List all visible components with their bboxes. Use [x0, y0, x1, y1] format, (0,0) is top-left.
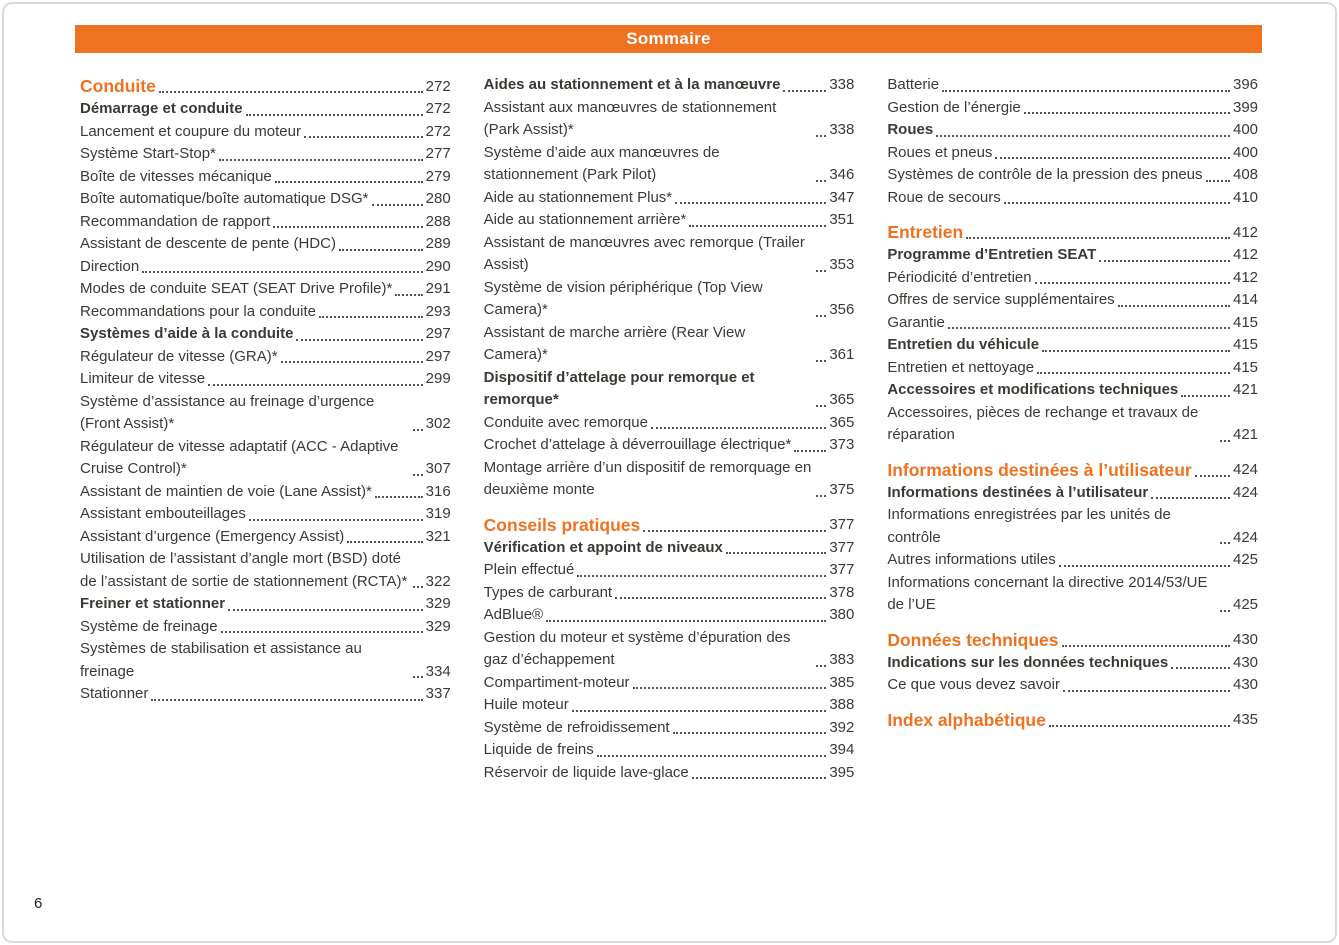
dot-leader	[151, 699, 422, 701]
toc-entry	[887, 482, 1258, 505]
dot-leader	[347, 541, 422, 543]
toc-entry	[887, 504, 1258, 549]
toc-page-number: 396	[1232, 76, 1259, 93]
toc-entry-label: AdBlue®	[483, 606, 544, 623]
dot-leader	[304, 136, 423, 138]
toc-page-number: 414	[1232, 291, 1259, 308]
toc-entry	[80, 278, 451, 301]
dot-leader	[1220, 440, 1230, 442]
dot-leader	[816, 405, 826, 407]
toc-page-number: 394	[829, 741, 855, 758]
toc-page-number: 388	[829, 696, 855, 713]
table-of-contents	[80, 74, 1258, 784]
toc-entry-label: Assistant de marche arrière (Rear View Camera)*	[483, 323, 746, 363]
toc-entry-label: Roues et pneus	[887, 143, 993, 161]
toc-entry-label: Direction	[80, 257, 140, 275]
dot-leader	[413, 586, 423, 588]
toc-page-number: 415	[1232, 313, 1259, 331]
toc-entry	[887, 334, 1258, 357]
toc-page-number: 400	[1232, 143, 1259, 161]
toc-entry-label: Offres de service supplémentaires	[887, 291, 1115, 308]
toc-page-number: 378	[829, 583, 855, 601]
toc-page-number: 346	[829, 166, 855, 183]
dot-leader	[936, 135, 1230, 137]
toc-entry	[484, 187, 855, 210]
toc-entry	[887, 674, 1258, 697]
toc-page-number: 377	[829, 561, 855, 578]
toc-page-number: 373	[829, 436, 855, 453]
toc-entry	[80, 436, 451, 481]
toc-entry	[80, 481, 451, 504]
toc-entry	[484, 232, 855, 277]
toc-entry	[887, 164, 1258, 187]
toc-entry-label: Huile moteur	[483, 696, 569, 713]
dot-leader	[995, 157, 1230, 159]
toc-page-number: 297	[425, 347, 451, 365]
toc-entry-label: Garantie	[887, 313, 945, 331]
toc-page-number: 337	[425, 685, 451, 702]
toc-entry	[887, 402, 1258, 447]
toc-entry	[887, 458, 1258, 482]
toc-entry-label: Modes de conduite SEAT (SEAT Drive Profile)*	[80, 280, 393, 297]
toc-page-number: 410	[1232, 188, 1259, 206]
toc-entry	[484, 142, 855, 187]
toc-page-number: 272	[425, 122, 451, 140]
dot-leader	[726, 552, 826, 554]
toc-entry	[484, 513, 855, 537]
toc-entry-label: Limiteur de vitesse	[80, 370, 206, 387]
toc-entry	[80, 166, 451, 189]
toc-page-number: 361	[829, 346, 855, 363]
toc-page-number: 280	[425, 190, 451, 207]
toc-entry	[887, 572, 1258, 617]
toc-page-number: 272	[425, 100, 451, 117]
toc-entry-label: Gestion de l’énergie	[887, 98, 1021, 116]
toc-entry	[80, 301, 451, 324]
toc-entry	[887, 220, 1258, 244]
toc-entry-label: Systèmes de contrôle de la pression des pneus	[887, 166, 1203, 183]
dot-leader	[413, 429, 423, 431]
toc-entry	[887, 187, 1258, 210]
toc-entry	[484, 717, 855, 740]
toc-entry-label: Aide au stationnement arrière*	[483, 211, 687, 228]
dot-leader	[1037, 372, 1230, 374]
toc-entry	[484, 277, 855, 322]
dot-leader	[1049, 725, 1230, 727]
toc-entry	[887, 119, 1258, 142]
toc-entry	[80, 391, 451, 436]
toc-page-number: 316	[425, 482, 451, 500]
toc-page-number: 380	[829, 606, 855, 623]
toc-page-number: 435	[1232, 711, 1259, 728]
toc-entry	[80, 616, 451, 639]
toc-page-number: 412	[1232, 246, 1259, 263]
toc-page-number: 334	[425, 662, 451, 680]
toc-page-number: 425	[1232, 596, 1259, 613]
toc-column-3	[887, 74, 1258, 784]
toc-page-number: 290	[425, 257, 451, 275]
dot-leader	[296, 339, 422, 341]
toc-page-number: 425	[1232, 551, 1259, 568]
toc-entry-label: Entretien du véhicule	[887, 336, 1040, 353]
toc-entry-label: Systèmes d’aide à la conduite	[80, 325, 294, 342]
toc-entry	[80, 683, 451, 706]
dot-leader	[816, 135, 826, 137]
dot-leader	[1099, 260, 1230, 262]
toc-column-1	[80, 74, 451, 784]
toc-entry-label: Recommandation de rapport	[80, 212, 271, 230]
dot-leader	[794, 450, 826, 452]
toc-entry-label: Liquide de freins	[483, 741, 594, 758]
toc-entry-label: Montage arrière d’un dispositif de remorquage en deuxième monte	[483, 458, 812, 498]
dot-leader	[546, 620, 826, 622]
toc-page-number: 399	[1232, 98, 1259, 116]
toc-entry	[80, 211, 451, 234]
toc-entry	[80, 346, 451, 369]
dot-leader	[275, 181, 423, 183]
toc-entry-label: Types de carburant	[483, 583, 613, 601]
toc-entry-label: Entretien	[887, 222, 964, 242]
toc-page-number: 291	[425, 280, 451, 297]
toc-entry	[80, 323, 451, 346]
toc-entry-label: Assistant de descente de pente (HDC)	[80, 235, 336, 252]
dot-leader	[651, 427, 826, 429]
dot-leader	[1206, 180, 1230, 182]
toc-entry-label: Freiner et stationner	[80, 595, 226, 612]
toc-entry-label: Boîte de vitesses mécanique	[80, 167, 272, 185]
toc-entry-label: Compartiment-moteur	[483, 673, 630, 691]
toc-entry-label: Périodicité d’entretien	[887, 268, 1032, 286]
dot-leader	[633, 687, 827, 689]
toc-entry	[887, 357, 1258, 380]
toc-page-number: 415	[1232, 358, 1259, 376]
toc-page-number: 375	[829, 481, 855, 498]
toc-entry-label: Autres informations utiles	[887, 551, 1056, 568]
toc-entry	[80, 368, 451, 391]
toc-entry-label: Index alphabétique	[887, 709, 1046, 730]
dot-leader	[783, 90, 826, 92]
toc-page-number: 288	[425, 212, 451, 230]
toc-entry	[484, 434, 855, 457]
toc-entry-label: Réservoir de liquide lave-glace	[483, 763, 689, 781]
toc-entry	[484, 74, 855, 97]
toc-entry	[80, 593, 451, 616]
toc-entry	[887, 142, 1258, 165]
dot-leader	[372, 204, 423, 206]
toc-entry-label: Système d’aide aux manœuvres de stationnement (Park Pilot)	[483, 143, 720, 183]
toc-entry-label: Accessoires et modifications techniques	[887, 381, 1179, 398]
toc-entry	[484, 604, 855, 627]
toc-entry-label: Utilisation de l’assistant d’angle mort (BSD) doté de l’assistant de sortie de stationnement (RCTA)*	[80, 550, 408, 590]
toc-entry-label: Aide au stationnement Plus*	[483, 188, 673, 206]
toc-entry-label: Assistant de maintien de voie (Lane Assist)*	[80, 482, 372, 500]
toc-entry-label: Stationner	[80, 685, 149, 702]
dot-leader	[692, 777, 827, 779]
page-header-bar	[75, 25, 1262, 53]
toc-page-number: 329	[425, 617, 451, 635]
toc-page-number: 421	[1232, 426, 1259, 443]
dot-leader	[375, 496, 423, 498]
toc-entry-label: Aides au stationnement et à la manœuvre	[483, 76, 781, 93]
toc-entry-label: Accessoires, pièces de rechange et travaux de réparation	[887, 403, 1199, 443]
toc-page-number: 430	[1232, 653, 1259, 671]
toc-entry-label: Régulateur de vitesse (GRA)*	[80, 347, 278, 365]
toc-page-number: 329	[425, 595, 451, 612]
dot-leader	[395, 294, 422, 296]
dot-leader	[816, 180, 826, 182]
toc-page-number: 351	[829, 211, 855, 228]
toc-entry	[80, 233, 451, 256]
toc-entry-label: Conduite avec remorque	[483, 413, 648, 431]
toc-entry-label: Assistant d’urgence (Emergency Assist)	[80, 527, 345, 545]
toc-entry-label: Informations concernant la directive 2014/53/UE de l’UE	[887, 573, 1208, 613]
toc-page-number: 299	[425, 370, 451, 387]
toc-entry-label: Vérification et appoint de niveaux	[483, 538, 723, 556]
dot-leader	[208, 384, 423, 386]
dot-leader	[281, 361, 423, 363]
toc-entry	[484, 672, 855, 695]
toc-entry-label: Système de freinage	[80, 617, 218, 635]
dot-leader	[1171, 667, 1230, 669]
toc-page-number: 430	[1232, 631, 1259, 648]
toc-page-number: 377	[829, 516, 855, 533]
toc-entry-label: Entretien et nettoyage	[887, 358, 1035, 376]
toc-entry	[887, 312, 1258, 335]
page-number-footer: 6	[34, 895, 43, 912]
toc-entry	[484, 412, 855, 435]
dot-leader	[572, 710, 827, 712]
dot-leader	[319, 316, 423, 318]
toc-entry	[887, 379, 1258, 402]
toc-entry	[484, 582, 855, 605]
dot-leader	[1220, 542, 1230, 544]
toc-entry	[887, 628, 1258, 652]
toc-page-number: 338	[829, 76, 855, 93]
toc-entry	[80, 143, 451, 166]
toc-entry-label: Informations destinées à l’utilisateur	[887, 459, 1192, 480]
dot-leader	[615, 597, 826, 599]
dot-leader	[689, 225, 826, 227]
toc-page-number: 424	[1232, 483, 1259, 501]
dot-leader	[675, 202, 826, 204]
dot-leader	[816, 665, 826, 667]
toc-page-number: 377	[829, 538, 855, 556]
toc-entry-label: Batterie	[887, 76, 940, 93]
toc-entry	[80, 548, 451, 593]
dot-leader	[1042, 350, 1230, 352]
dot-leader	[1181, 395, 1230, 397]
toc-entry	[484, 537, 855, 560]
toc-page-number: 400	[1232, 121, 1259, 138]
dot-leader	[1004, 202, 1230, 204]
dot-leader	[1059, 565, 1230, 567]
toc-page-number: 322	[425, 572, 451, 590]
toc-entry	[887, 708, 1258, 732]
toc-entry-label: Système Start-Stop*	[80, 145, 216, 162]
dot-leader	[142, 271, 422, 273]
toc-entry-label: Régulateur de vitesse adaptatif (ACC - Adaptive Cruise Control)*	[80, 437, 399, 477]
toc-page-number: 424	[1232, 528, 1259, 546]
toc-page-number: 430	[1232, 676, 1259, 693]
toc-page-number: 408	[1232, 166, 1259, 183]
toc-page-number: 338	[829, 121, 855, 138]
toc-page-number: 412	[1232, 268, 1259, 286]
dot-leader	[1151, 497, 1230, 499]
toc-entry	[887, 652, 1258, 675]
dot-leader	[1118, 305, 1230, 307]
dot-leader	[273, 226, 423, 228]
toc-entry-label: Crochet d’attelage à déverrouillage électrique*	[483, 436, 792, 453]
toc-entry-label: Informations destinées à l’utilisateur	[887, 483, 1149, 501]
dot-leader	[1024, 112, 1230, 114]
toc-entry	[80, 503, 451, 526]
toc-entry	[484, 97, 855, 142]
dot-leader	[816, 270, 826, 272]
toc-page-number: 353	[829, 256, 855, 273]
toc-entry-label: Conduite	[80, 76, 156, 96]
dot-leader	[1220, 610, 1230, 612]
dot-leader	[219, 159, 423, 161]
toc-entry	[484, 762, 855, 785]
dot-leader	[816, 495, 826, 497]
toc-entry	[484, 694, 855, 717]
toc-entry	[887, 244, 1258, 267]
toc-page-number: 395	[829, 763, 855, 781]
toc-entry	[80, 256, 451, 279]
toc-entry-label: Ce que vous devez savoir	[887, 676, 1060, 693]
toc-entry	[887, 549, 1258, 572]
toc-page-number: 302	[425, 415, 451, 432]
dot-leader	[413, 474, 423, 476]
toc-page-number: 321	[425, 527, 451, 545]
toc-page-number: 289	[425, 235, 451, 252]
dot-leader	[1063, 690, 1230, 692]
toc-entry	[484, 322, 855, 367]
toc-entry	[484, 739, 855, 762]
toc-entry-label: Systèmes de stabilisation et assistance au freinage	[80, 640, 362, 680]
toc-page-number: 272	[425, 77, 451, 95]
toc-entry-label: Recommandations pour la conduite	[80, 302, 316, 320]
toc-entry	[484, 209, 855, 232]
toc-entry-label: Assistant de manœuvres avec remorque (Trailer Assist)	[483, 233, 805, 273]
dot-leader	[159, 91, 423, 93]
toc-entry-label: Assistant aux manœuvres de stationnement (Park Assist)*	[483, 98, 777, 138]
toc-page-number: 277	[425, 145, 451, 162]
toc-entry	[80, 188, 451, 211]
toc-entry	[80, 74, 451, 98]
toc-entry-label: Système de vision périphérique (Top View Camera)*	[483, 278, 763, 318]
dot-leader	[966, 237, 1230, 239]
toc-entry	[80, 121, 451, 144]
dot-leader	[643, 530, 826, 532]
toc-page-number: 356	[829, 301, 855, 318]
toc-entry-label: Boîte automatique/boîte automatique DSG*	[80, 190, 369, 207]
toc-entry-label: Informations enregistrées par les unités de contrôle	[887, 506, 1171, 546]
toc-entry-label: Conseils pratiques	[483, 514, 641, 535]
page-title: Sommaire	[626, 29, 711, 48]
toc-page-number: 421	[1232, 381, 1259, 398]
dot-leader	[413, 676, 423, 678]
toc-page-number: 279	[425, 167, 451, 185]
toc-page-number: 412	[1232, 223, 1259, 241]
toc-entry-label: Données techniques	[887, 629, 1059, 650]
dot-leader	[816, 360, 826, 362]
dot-leader	[1062, 645, 1230, 647]
dot-leader	[249, 519, 423, 521]
dot-leader	[597, 755, 827, 757]
toc-entry	[484, 559, 855, 582]
toc-page-number: 293	[425, 302, 451, 320]
toc-page-number: 307	[425, 460, 451, 477]
dot-leader	[816, 315, 826, 317]
toc-entry-label: Assistant embouteillages	[80, 505, 246, 522]
toc-entry	[887, 289, 1258, 312]
toc-page-number: 297	[425, 325, 451, 342]
dot-leader	[673, 732, 827, 734]
toc-page-number: 365	[829, 391, 855, 408]
toc-entry-label: Programme d’Entretien SEAT	[887, 246, 1097, 263]
toc-entry-label: Roues	[887, 121, 934, 138]
toc-entry-label: Dispositif d’attelage pour remorque et remorque*	[483, 368, 755, 408]
toc-page-number: 319	[425, 505, 451, 522]
dot-leader	[942, 90, 1230, 92]
toc-page-number: 365	[829, 413, 855, 431]
dot-leader	[577, 575, 826, 577]
dot-leader	[1035, 282, 1230, 284]
toc-entry	[484, 457, 855, 502]
toc-entry	[80, 98, 451, 121]
toc-page-number: 347	[829, 188, 855, 206]
toc-page-number: 415	[1232, 336, 1259, 353]
toc-entry-label: Lancement et coupure du moteur	[80, 122, 301, 140]
dot-leader	[1195, 475, 1230, 477]
toc-page-number: 392	[829, 718, 855, 736]
toc-entry	[484, 367, 855, 412]
toc-entry-label: Indications sur les données techniques	[887, 653, 1169, 671]
dot-leader	[948, 327, 1230, 329]
toc-page-number: 424	[1232, 461, 1259, 478]
toc-page-number: 383	[829, 651, 855, 668]
toc-page-number: 385	[829, 673, 855, 691]
toc-entry-label: Gestion du moteur et système d’épuration des gaz d’échappement	[483, 628, 791, 668]
toc-column-2	[484, 74, 855, 784]
toc-entry	[80, 526, 451, 549]
toc-entry-label: Roue de secours	[887, 188, 1001, 206]
toc-entry	[887, 267, 1258, 290]
dot-leader	[221, 631, 423, 633]
toc-entry	[887, 74, 1258, 97]
dot-leader	[246, 114, 423, 116]
dot-leader	[228, 609, 423, 611]
toc-entry	[80, 638, 451, 683]
toc-entry-label: Système de refroidissement	[483, 718, 670, 736]
toc-entry-label: Démarrage et conduite	[80, 100, 243, 117]
toc-entry-label: Plein effectué	[483, 561, 575, 578]
toc-entry	[484, 627, 855, 672]
toc-entry	[887, 97, 1258, 120]
toc-entry-label: Système d’assistance au freinage d’urgence (Front Assist)*	[80, 392, 375, 432]
dot-leader	[339, 249, 423, 251]
